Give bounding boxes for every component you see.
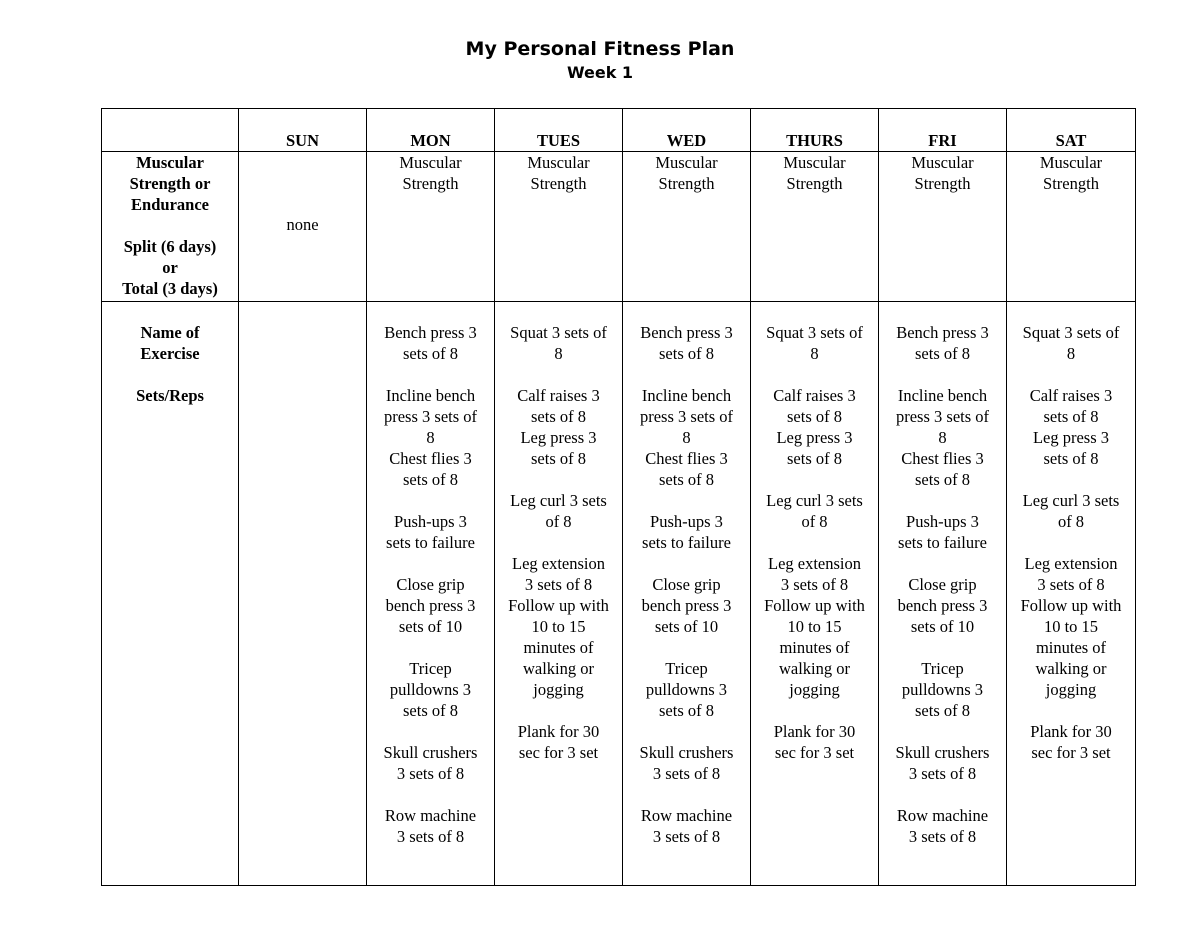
exercise-text: Leg press 3 <box>520 428 597 447</box>
exercise-text: Tricep <box>665 659 708 678</box>
exercise-text: 3 sets of 8 <box>908 827 977 846</box>
exercise-text: press 3 sets of <box>895 407 990 426</box>
exercise-text: Incline bench <box>897 386 988 405</box>
exercise-text: Leg curl 3 sets <box>1022 491 1120 510</box>
exercise-item <box>882 742 1003 784</box>
exercise-text: Squat 3 sets of <box>766 323 863 342</box>
exercise-text: walking or <box>522 659 595 678</box>
exercise-item <box>882 511 1003 553</box>
exercise-text: Plank for 30 <box>517 722 600 741</box>
exercise-item <box>1010 385 1132 427</box>
exercise-item <box>370 322 491 364</box>
exercise-text: sets of 8 <box>531 449 586 468</box>
header-sun: SUN <box>239 109 367 152</box>
exercise-text: Leg extension <box>1024 554 1118 573</box>
title-block <box>0 37 1200 84</box>
exercise-text: 8 <box>426 428 435 447</box>
exercise-text: press 3 sets of <box>639 407 734 426</box>
exercise-text: jogging <box>789 680 840 699</box>
exercise-item <box>498 490 619 532</box>
exercise-item <box>626 322 747 364</box>
exercise-text: Leg extension <box>767 554 861 573</box>
exercise-text: of 8 <box>801 512 828 531</box>
exercise-text: Calf raises 3 <box>773 386 856 405</box>
exercise-text: sec for 3 set <box>518 743 599 762</box>
exercise-text: Follow up with <box>508 596 609 615</box>
exercise-text: 3 sets of 8 <box>396 764 465 783</box>
exercise-text: pulldowns 3 <box>901 680 984 699</box>
exercise-item <box>498 595 619 700</box>
exercise-text: Plank for 30 <box>1030 722 1112 741</box>
exercise-text: Row machine <box>896 806 989 825</box>
exercise-cell-fri <box>879 302 1007 886</box>
exercise-text: walking or <box>778 659 851 678</box>
exercise-text: bench press 3 <box>897 596 988 615</box>
exercise-text: Row machine <box>640 806 733 825</box>
exercise-text: pulldowns 3 <box>645 680 728 699</box>
exercise-text: Squat 3 sets of <box>510 323 607 342</box>
exercise-item <box>370 511 491 553</box>
exercise-item <box>754 427 875 469</box>
exercise-cell-wed <box>623 302 751 886</box>
exercise-text: Chest flies 3 <box>389 449 472 468</box>
exercise-text: 8 <box>810 344 819 363</box>
exercise-text: 3 sets of 8 <box>908 764 977 783</box>
exercise-item <box>1010 595 1132 700</box>
exercise-text: sets of 8 <box>403 470 458 489</box>
exercise-row <box>102 302 1136 886</box>
exercise-text: 8 <box>938 428 947 447</box>
exercise-text: Calf raises 3 <box>517 386 600 405</box>
exercise-text: sets of 8 <box>915 470 970 489</box>
exercise-item <box>498 385 619 427</box>
exercise-item <box>754 385 875 427</box>
exercise-text: sets of 8 <box>659 344 714 363</box>
exercise-text: sec for 3 set <box>774 743 855 762</box>
exercise-text: 10 to 15 <box>787 617 842 636</box>
header-row <box>102 109 1136 152</box>
exercise-item <box>754 595 875 700</box>
exercise-item <box>1010 427 1132 469</box>
exercise-item <box>370 574 491 637</box>
exercise-text: Push-ups 3 <box>906 512 979 531</box>
exercise-cell-sun <box>239 302 367 886</box>
exercise-text: Close grip <box>652 575 721 594</box>
header-sat: SAT <box>1007 109 1136 152</box>
exercise-text: Row machine <box>384 806 477 825</box>
page-title: My Personal Fitness Plan <box>465 38 735 60</box>
exercise-text: sets to failure <box>642 533 731 552</box>
type-cell-fri: Muscular Strength <box>879 152 1007 302</box>
exercise-text: Push-ups 3 <box>650 512 723 531</box>
exercise-text: bench press 3 <box>641 596 732 615</box>
exercise-text: 3 sets of 8 <box>780 575 849 594</box>
exercise-text: minutes of <box>779 638 850 657</box>
exercise-item <box>498 553 619 595</box>
exercise-text: jogging <box>1045 680 1097 699</box>
exercise-item <box>754 553 875 595</box>
exercise-cell-thurs <box>751 302 879 886</box>
exercise-item <box>882 805 1003 847</box>
exercise-text: 8 <box>554 344 563 363</box>
exercise-item <box>1010 721 1132 763</box>
type-cell-sat: Muscular Strength <box>1007 152 1136 302</box>
exercise-item <box>626 742 747 784</box>
exercise-item <box>626 511 747 553</box>
exercise-text: 10 to 15 <box>1043 617 1099 636</box>
exercise-text: Follow up with <box>764 596 865 615</box>
exercise-text: Plank for 30 <box>773 722 856 741</box>
exercise-text: Follow up with <box>1020 596 1122 615</box>
exercise-text: sets to failure <box>386 533 475 552</box>
exercise-text: Leg press 3 <box>1032 428 1110 447</box>
exercise-item <box>370 448 491 490</box>
exercise-text: sets of 8 <box>1043 449 1099 468</box>
exercise-item <box>498 427 619 469</box>
exercise-text: Bench press 3 <box>384 323 477 342</box>
exercise-text: minutes of <box>1035 638 1107 657</box>
training-type-label: Muscular Strength or Endurance Split (6 days) or Total (3 days) <box>102 152 239 302</box>
exercise-text: Tricep <box>409 659 452 678</box>
exercise-item <box>882 658 1003 721</box>
exercise-text: Skull crushers <box>639 743 734 762</box>
exercise-text: sets of 10 <box>654 617 719 636</box>
exercise-text: of 8 <box>545 512 572 531</box>
exercise-text: sets of 8 <box>403 701 458 720</box>
exercise-cell-tues <box>495 302 623 886</box>
exercise-text: sets of 10 <box>398 617 463 636</box>
exercise-text: Push-ups 3 <box>394 512 467 531</box>
exercise-text: Leg curl 3 sets <box>766 491 863 510</box>
exercise-item <box>370 385 491 448</box>
exercise-item <box>498 322 619 364</box>
exercise-text: Bench press 3 <box>640 323 733 342</box>
exercise-text: sec for 3 set <box>1031 743 1111 762</box>
exercise-item <box>882 322 1003 364</box>
exercise-item <box>370 805 491 847</box>
exercise-item <box>626 574 747 637</box>
exercise-text: sets of 8 <box>659 470 714 489</box>
exercise-item <box>882 385 1003 448</box>
exercise-item <box>370 742 491 784</box>
exercise-cell-mon <box>367 302 495 886</box>
type-cell-mon: Muscular Strength <box>367 152 495 302</box>
exercise-text: Incline bench <box>641 386 732 405</box>
exercise-text: sets of 8 <box>915 344 970 363</box>
exercise-item <box>626 658 747 721</box>
exercise-text: Leg press 3 <box>776 428 853 447</box>
header-wed: WED <box>623 109 751 152</box>
exercise-text: 3 sets of 8 <box>524 575 593 594</box>
exercise-text: Tricep <box>921 659 964 678</box>
exercise-cell-sat <box>1007 302 1136 886</box>
exercise-item <box>754 490 875 532</box>
fitness-plan-table <box>101 108 1136 886</box>
exercise-item <box>626 385 747 448</box>
type-cell-tues: Muscular Strength <box>495 152 623 302</box>
header-tues: TUES <box>495 109 623 152</box>
exercise-item <box>1010 553 1132 595</box>
exercise-item <box>370 658 491 721</box>
exercise-item <box>1010 490 1132 532</box>
type-cell-wed: Muscular Strength <box>623 152 751 302</box>
exercise-item <box>626 448 747 490</box>
exercise-text: bench press 3 <box>385 596 476 615</box>
header-thurs: THURS <box>751 109 879 152</box>
exercise-item <box>498 721 619 763</box>
type-cell-sun: none <box>239 152 367 302</box>
exercise-text: 8 <box>1066 344 1076 363</box>
header-corner-cell <box>102 109 239 152</box>
exercise-text: Leg extension <box>511 554 605 573</box>
exercise-text: Skull crushers <box>383 743 478 762</box>
exercise-text: sets of 8 <box>403 344 458 363</box>
exercise-item <box>626 805 747 847</box>
exercise-text: sets of 8 <box>1043 407 1099 426</box>
exercise-text: sets of 8 <box>659 701 714 720</box>
exercise-text: minutes of <box>523 638 594 657</box>
exercise-text: sets of 10 <box>910 617 975 636</box>
exercise-item <box>882 448 1003 490</box>
exercise-text: Chest flies 3 <box>645 449 728 468</box>
exercise-text: Close grip <box>396 575 465 594</box>
exercise-text: Calf raises 3 <box>1029 386 1113 405</box>
exercise-text: Leg curl 3 sets <box>510 491 607 510</box>
exercise-text: 8 <box>682 428 691 447</box>
exercise-text: walking or <box>1035 659 1107 678</box>
exercise-text: of 8 <box>1057 512 1085 531</box>
page-subtitle: Week 1 <box>566 63 634 82</box>
exercise-text: Squat 3 sets of <box>1022 323 1120 342</box>
exercise-item <box>754 721 875 763</box>
header-fri: FRI <box>879 109 1007 152</box>
exercise-label: Name of Exercise Sets/Reps <box>102 302 239 886</box>
exercise-text: Close grip <box>908 575 977 594</box>
exercise-text: sets of 8 <box>787 449 842 468</box>
training-type-row <box>102 152 1136 302</box>
exercise-text: sets to failure <box>898 533 987 552</box>
exercise-text: 10 to 15 <box>531 617 586 636</box>
exercise-text: Skull crushers <box>895 743 990 762</box>
exercise-item <box>1010 322 1132 364</box>
exercise-text: 3 sets of 8 <box>652 764 721 783</box>
type-cell-thurs: Muscular Strength <box>751 152 879 302</box>
exercise-text: sets of 8 <box>915 701 970 720</box>
exercise-text: Chest flies 3 <box>901 449 984 468</box>
exercise-text: jogging <box>533 680 584 699</box>
exercise-text: Bench press 3 <box>896 323 989 342</box>
exercise-item <box>754 322 875 364</box>
exercise-text: pulldowns 3 <box>389 680 472 699</box>
exercise-item <box>882 574 1003 637</box>
exercise-text: Incline bench <box>385 386 476 405</box>
exercise-text: 3 sets of 8 <box>1037 575 1105 594</box>
exercise-text: sets of 8 <box>787 407 842 426</box>
exercise-text: press 3 sets of <box>383 407 478 426</box>
exercise-text: 3 sets of 8 <box>652 827 721 846</box>
exercise-text: sets of 8 <box>531 407 586 426</box>
exercise-text: 3 sets of 8 <box>396 827 465 846</box>
header-mon: MON <box>367 109 495 152</box>
